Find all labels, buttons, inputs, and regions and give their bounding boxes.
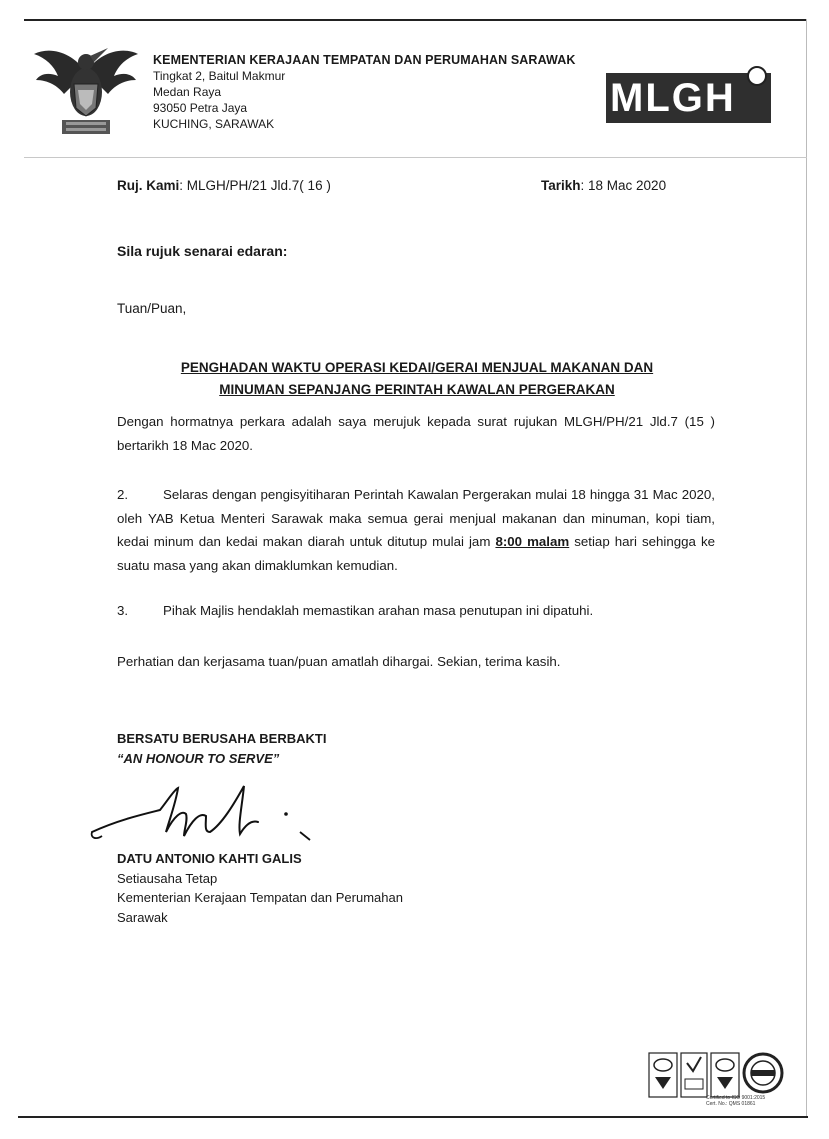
certification-number: Cert. No.: QMS 01861: [706, 1101, 756, 1107]
bottom-border: [18, 1116, 808, 1118]
signatory-block: [117, 849, 403, 927]
address-line: Medan Raya: [153, 85, 222, 99]
certification-note: [706, 1095, 776, 1107]
right-border: [806, 19, 807, 1117]
address-line: Tingkat 2, Baitul Makmur: [153, 69, 286, 83]
paragraph-number: 3.: [117, 603, 129, 618]
paragraph-text: setiap hari sehingga ke suatu masa yang akan dimaklumkan kemudian.: [117, 534, 715, 573]
date-label: Tarikh: [541, 178, 581, 193]
subject-line: MINUMAN SEPANJANG PERINTAH KAWALAN PERGERAKAN: [219, 382, 615, 397]
signatory-title: Setiausaha Tetap: [117, 870, 218, 886]
motto-malay: BERSATU BERUSAHA BERBAKTI: [117, 731, 327, 746]
logo-mark-icon: [747, 66, 767, 86]
handwritten-signature: [88, 780, 328, 848]
signatory-organization: Kementerian Kerajaan Tempatan dan Perumahan: [117, 890, 403, 905]
sarawak-crest-icon: [32, 42, 140, 142]
paragraph-3: [117, 599, 715, 623]
ministry-name: KEMENTERIAN KERAJAAN TEMPATAN DAN PERUMAHAN SARAWAK: [153, 53, 576, 67]
header-divider: [24, 157, 807, 158]
greeting: Tuan/Puan,: [117, 301, 187, 316]
subject-line: PENGHADAN WAKTU OPERASI KEDAI/GERAI MENJUAL MAKANAN DAN: [180, 360, 654, 375]
letter-date: [541, 178, 666, 193]
top-border: [24, 19, 807, 21]
paragraph-text: Selaras dengan pengisyitiharan Perintah Kawalan Pergerakan mulai 18 hingga 31 Mac 2020, oleh YAB Ketua Menteri Sarawak maka semua gerai menjual makanan dan minuman, kopi tiam, kedai minum dan kedai makan diarah untuk ditutup mulai jam: [117, 487, 715, 549]
signatory-organization: Sarawak: [117, 909, 168, 925]
paragraph-number: 2.: [117, 487, 129, 502]
paragraph-4: Perhatian dan kerjasama tuan/puan amatlah dihargai. Sekian, terima kasih.: [117, 654, 561, 669]
ministry-header: [153, 52, 575, 132]
signatory-name: DATU ANTONIO KAHTI GALIS: [117, 851, 302, 866]
salutation: Sila rujuk senarai edaran:: [117, 243, 288, 259]
reference-value: : MLGH/PH/21 Jld.7( 16 ): [179, 178, 331, 193]
motto: [117, 729, 326, 769]
mlgh-logo: MLGH: [606, 73, 771, 123]
motto-english: “AN HONOUR TO SERVE”: [117, 751, 280, 766]
paragraph-1: Dengan hormatnya perkara adalah saya merujuk kepada surat rujukan MLGH/PH/21 Jld.7 (15 ) bertarikh 18 Mac 2020.: [117, 414, 715, 453]
certification-standard: Certified to ISO 9001:2015: [706, 1095, 766, 1101]
address-line: KUCHING, SARAWAK: [153, 117, 275, 131]
address-line: 93050 Petra Jaya: [153, 101, 248, 115]
reference-label: Ruj. Kami: [117, 178, 180, 193]
subject-heading: [117, 357, 717, 401]
paragraph-text: Pihak Majlis hendaklah memastikan arahan masa penutupan ini dipatuhi.: [163, 603, 594, 618]
reference-number: [117, 178, 331, 193]
date-value: : 18 Mac 2020: [580, 178, 667, 193]
closing-time: 8:00 malam: [495, 534, 570, 549]
paragraph-2: [117, 483, 715, 577]
